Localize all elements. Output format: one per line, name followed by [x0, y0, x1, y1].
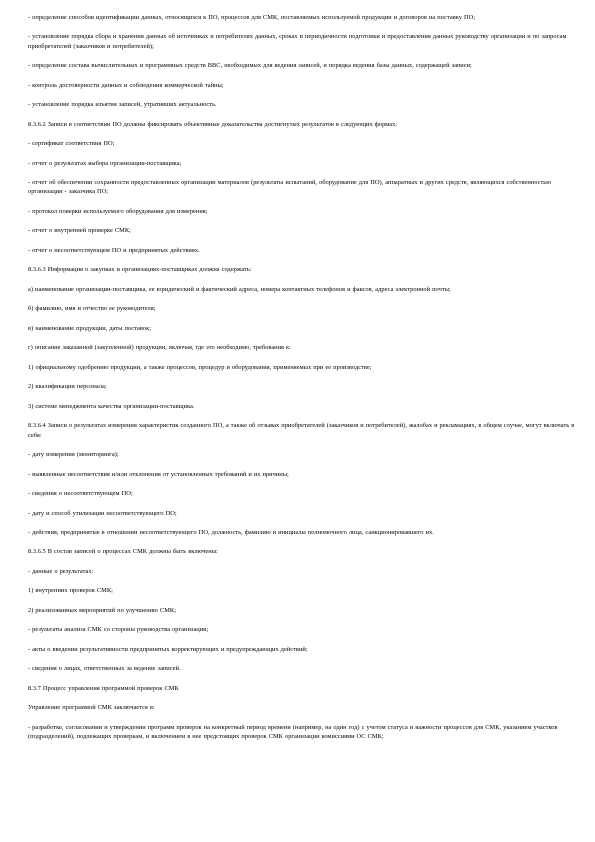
paragraph: - отчет о результатах выбора организации-поставщика;	[28, 159, 182, 167]
paragraph: 1) официальному одобрению продукции, а также процессов, процедур и оборудования, применяемых при ее производстве;	[28, 363, 372, 371]
paragraph: Управление программой СМК заключается в:	[28, 704, 155, 712]
paragraph: 2) реализованных мероприятий по улучшению СМК;	[28, 606, 176, 614]
paragraph: - отчет о несоответствующем ПО и предпринятых действиях.	[28, 246, 200, 254]
paragraph: - данные о результатах:	[28, 567, 94, 575]
section-heading: 8.3.6.4 Записи о результатах измерения характеристик созданного ПО, а также об отзывах приобретателей (заказчиков и потребителей), жалобах и рекламациях, в общем случае, могут включать в себя:	[28, 422, 575, 439]
paragraph: - сведения о лицах, ответственных за ведение записей.	[28, 665, 181, 673]
paragraph: б) фамилию, имя и отчество ее руководителя;	[28, 305, 156, 313]
paragraph: - установление порядка сбора и хранения данных об источниках и потребителях данных, сроках и периодичности подготовки и предоставления данных руководству организации и по запросам приобретателей (заказчиков и потребителей);	[28, 33, 567, 50]
paragraph: а) наименование организации-поставщика, ее юридический и фактический адреса, номера контактных телефонов и факсов, адреса электронной почты;	[28, 285, 451, 293]
paragraph: - установление порядка изъятия записей, утративших актуальность.	[28, 101, 217, 109]
paragraph: - дату и способ утилизации несоответствующего ПО;	[28, 509, 177, 517]
paragraph: - протокол поверки используемого оборудования для измерения;	[28, 207, 208, 215]
paragraph: - разработке, согласовании и утверждении программ проверок на конкретный период времени (например, на один год) с учетом статуса и важности процессов для СМК, указанием участков (подразделений), подлежащих проверкам, и включением в нее предстоящих проверок СМК организации комиссиями ОС СМК;	[28, 723, 558, 741]
paragraph: - действия, предпринятые в отношении несоответствующего ПО, должность, фамилию и инициалы полномочного лица, санкционировавшего их.	[28, 529, 434, 536]
paragraph: 2) квалификации персонала;	[28, 383, 107, 391]
paragraph: - определение состава вычислительных и программных средств ВВС, необходимых для ведения записей, и порядка ведения базы данных, содержащей записи;	[28, 62, 472, 70]
paragraph: - контроль достоверности данных и соблюдения коммерческой тайны;	[28, 81, 224, 89]
section-heading: 8.3.7 Процесс управления программой проверок СМК	[28, 684, 179, 692]
paragraph: - акты о введении результативности предпринятых корректирующих и предупреждающих действий;	[28, 645, 308, 653]
paragraph: г) описание заказанной (закупленной) продукции, включая, где это необходимо, требования к:	[28, 344, 291, 352]
paragraph: 3) системе менеджмента качества организации-поставщика.	[28, 402, 195, 410]
section-heading: 8.3.6.5 В состав записей о процессах СМК должны быть включены:	[28, 548, 218, 556]
section-heading: 8.3.6.3 Информация о закупках и организациях-поставщиках должна содержать:	[28, 266, 252, 274]
paragraph: 1) внутренних проверок СМК;	[28, 587, 113, 595]
paragraph: - результаты анализа СМК со стороны руководства организации;	[28, 626, 209, 634]
paragraph: - сведения о несоответствующем ПО;	[28, 490, 133, 498]
paragraph: - определение способов идентификации данных, относящихся к ПО, процессов для СМК, поставляемых используемой продукции и договоров на поставку ПО;	[28, 14, 476, 21]
paragraph: - выявленные несоответствия и/или отклонения от установленных требований и их причины;	[28, 470, 289, 478]
paragraph: - сертификат соответствия ПО;	[28, 140, 115, 148]
paragraph: - отчет о внутренней проверке СМК;	[28, 227, 131, 235]
paragraph: в) наименование продукции, даты поставок;	[28, 324, 151, 332]
section-heading: 8.3.6.2 Записи в соответствии ПО должны фиксировать объективные доказательства достигнутых результатов в следующих формах:	[28, 120, 398, 128]
paragraph: - дату измерения (мониторинга);	[28, 451, 119, 459]
paragraph: - отчет об обеспечении сохранности предоставленных организации материалов (результаты испытаний, оборудование для ПО), аппаратных и других средств, являющихся собственностью организации - заказчика ПО;	[28, 179, 551, 196]
